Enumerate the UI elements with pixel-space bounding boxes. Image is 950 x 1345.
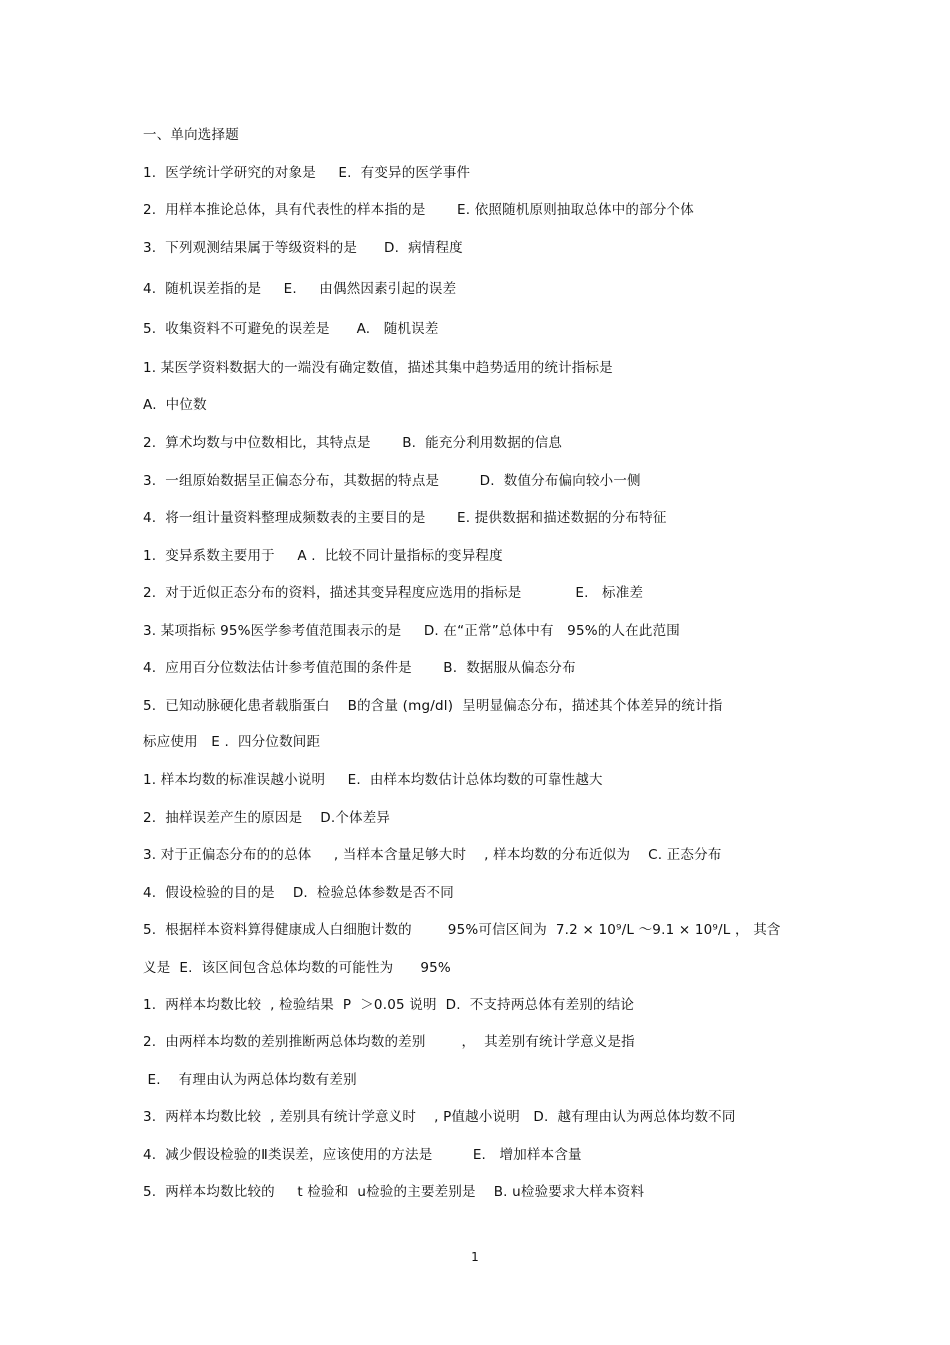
text-line: 3. 对于正偏态分布的的总体 , 当样本含量足够大时 , 样本均数的分布近似为 C. 正态分布 — [143, 847, 722, 863]
text-line: 4. 随机误差指的是 E. 由偶然因素引起的误差 — [143, 281, 457, 297]
text-line: 4. 减少假设检验的Ⅱ类误差，应该使用的方法是 E. 增加样本含量 — [143, 1147, 582, 1163]
text-line: 1. 某医学资料数据大的一端没有确定数值，描述其集中趋势适用的统计指标是 — [143, 360, 613, 376]
text-line: 2. 由两样本均数的差别推断两总体均数的差别 ， 其差别有统计学意义是指 — [143, 1034, 635, 1050]
page-number: 1 — [471, 1250, 479, 1264]
text-line: 1. 样本均数的标准误越小说明 E. 由样本均数估计总体均数的可靠性越大 — [143, 772, 603, 788]
text-line: 5. 根据样本资料算得健康成人白细胞计数的 95%可信区间为 7.2 × 10⁹/L ～9.1 × 10⁹/L ， 其含 — [143, 922, 781, 938]
text-line: 4. 将一组计量资料整理成频数表的主要目的是 E. 提供数据和描述数据的分布特征 — [143, 510, 667, 526]
text-line: 5. 收集资料不可避免的误差是 A. 随机误差 — [143, 321, 439, 337]
text-line: 2. 用样本推论总体，具有代表性的样本指的是 E. 依照随机原则抽取总体中的部分个体 — [143, 202, 694, 218]
text-line: 4. 假设检验的目的是 D. 检验总体参数是否不同 — [143, 885, 454, 901]
text-line: 3. 下列观测结果属于等级资料的是 D. 病情程度 — [143, 240, 463, 256]
text-line: 5. 已知动脉硬化患者载脂蛋白 B的含量 (mg/dl) 呈明显偏态分布，描述其个体差异的统计指 — [143, 698, 723, 714]
text-line: 2. 算术均数与中位数相比，其特点是 B. 能充分利用数据的信息 — [143, 435, 563, 451]
text-line: 4. 应用百分位数法估计参考值范围的条件是 B. 数据服从偏态分布 — [143, 660, 576, 676]
section-title: 一、单向选择题 — [143, 127, 239, 143]
text-line: 1. 变异系数主要用于 A . 比较不同计量指标的变异程度 — [143, 548, 503, 564]
text-line: 3. 一组原始数据呈正偏态分布，其数据的特点是 D. 数值分布偏向较小一侧 — [143, 473, 641, 489]
text-line: 2. 对于近似正态分布的资料，描述其变异程度应选用的指标是 E. 标准差 — [143, 585, 644, 601]
text-line: 3. 某项指标 95%医学参考值范围表示的是 D. 在“正常”总体中有 95%的人在此范围 — [143, 623, 680, 639]
text-line: 2. 抽样误差产生的原因是 D.个体差异 — [143, 810, 391, 826]
text-line: E. 有理由认为两总体均数有差别 — [143, 1072, 357, 1088]
text-line: 5. 两样本均数比较的 t 检验和 u检验的主要差别是 B. u检验要求大样本资料 — [143, 1184, 645, 1200]
text-line: 1. 两样本均数比较 , 检验结果 P ＞0.05 说明 D. 不支持两总体有差别的结论 — [143, 997, 635, 1013]
text-line: A. 中位数 — [143, 397, 207, 413]
text-line: 义是 E. 该区间包含总体均数的可能性为 95% — [143, 960, 451, 976]
text-line: 3. 两样本均数比较 , 差别具有统计学意义时 , P值越小说明 D. 越有理由认为两总体均数不同 — [143, 1109, 736, 1125]
text-line: 标应使用 E . 四分位数间距 — [143, 734, 321, 750]
text-line: 1. 医学统计学研究的对象是 E. 有变异的医学事件 — [143, 165, 471, 181]
